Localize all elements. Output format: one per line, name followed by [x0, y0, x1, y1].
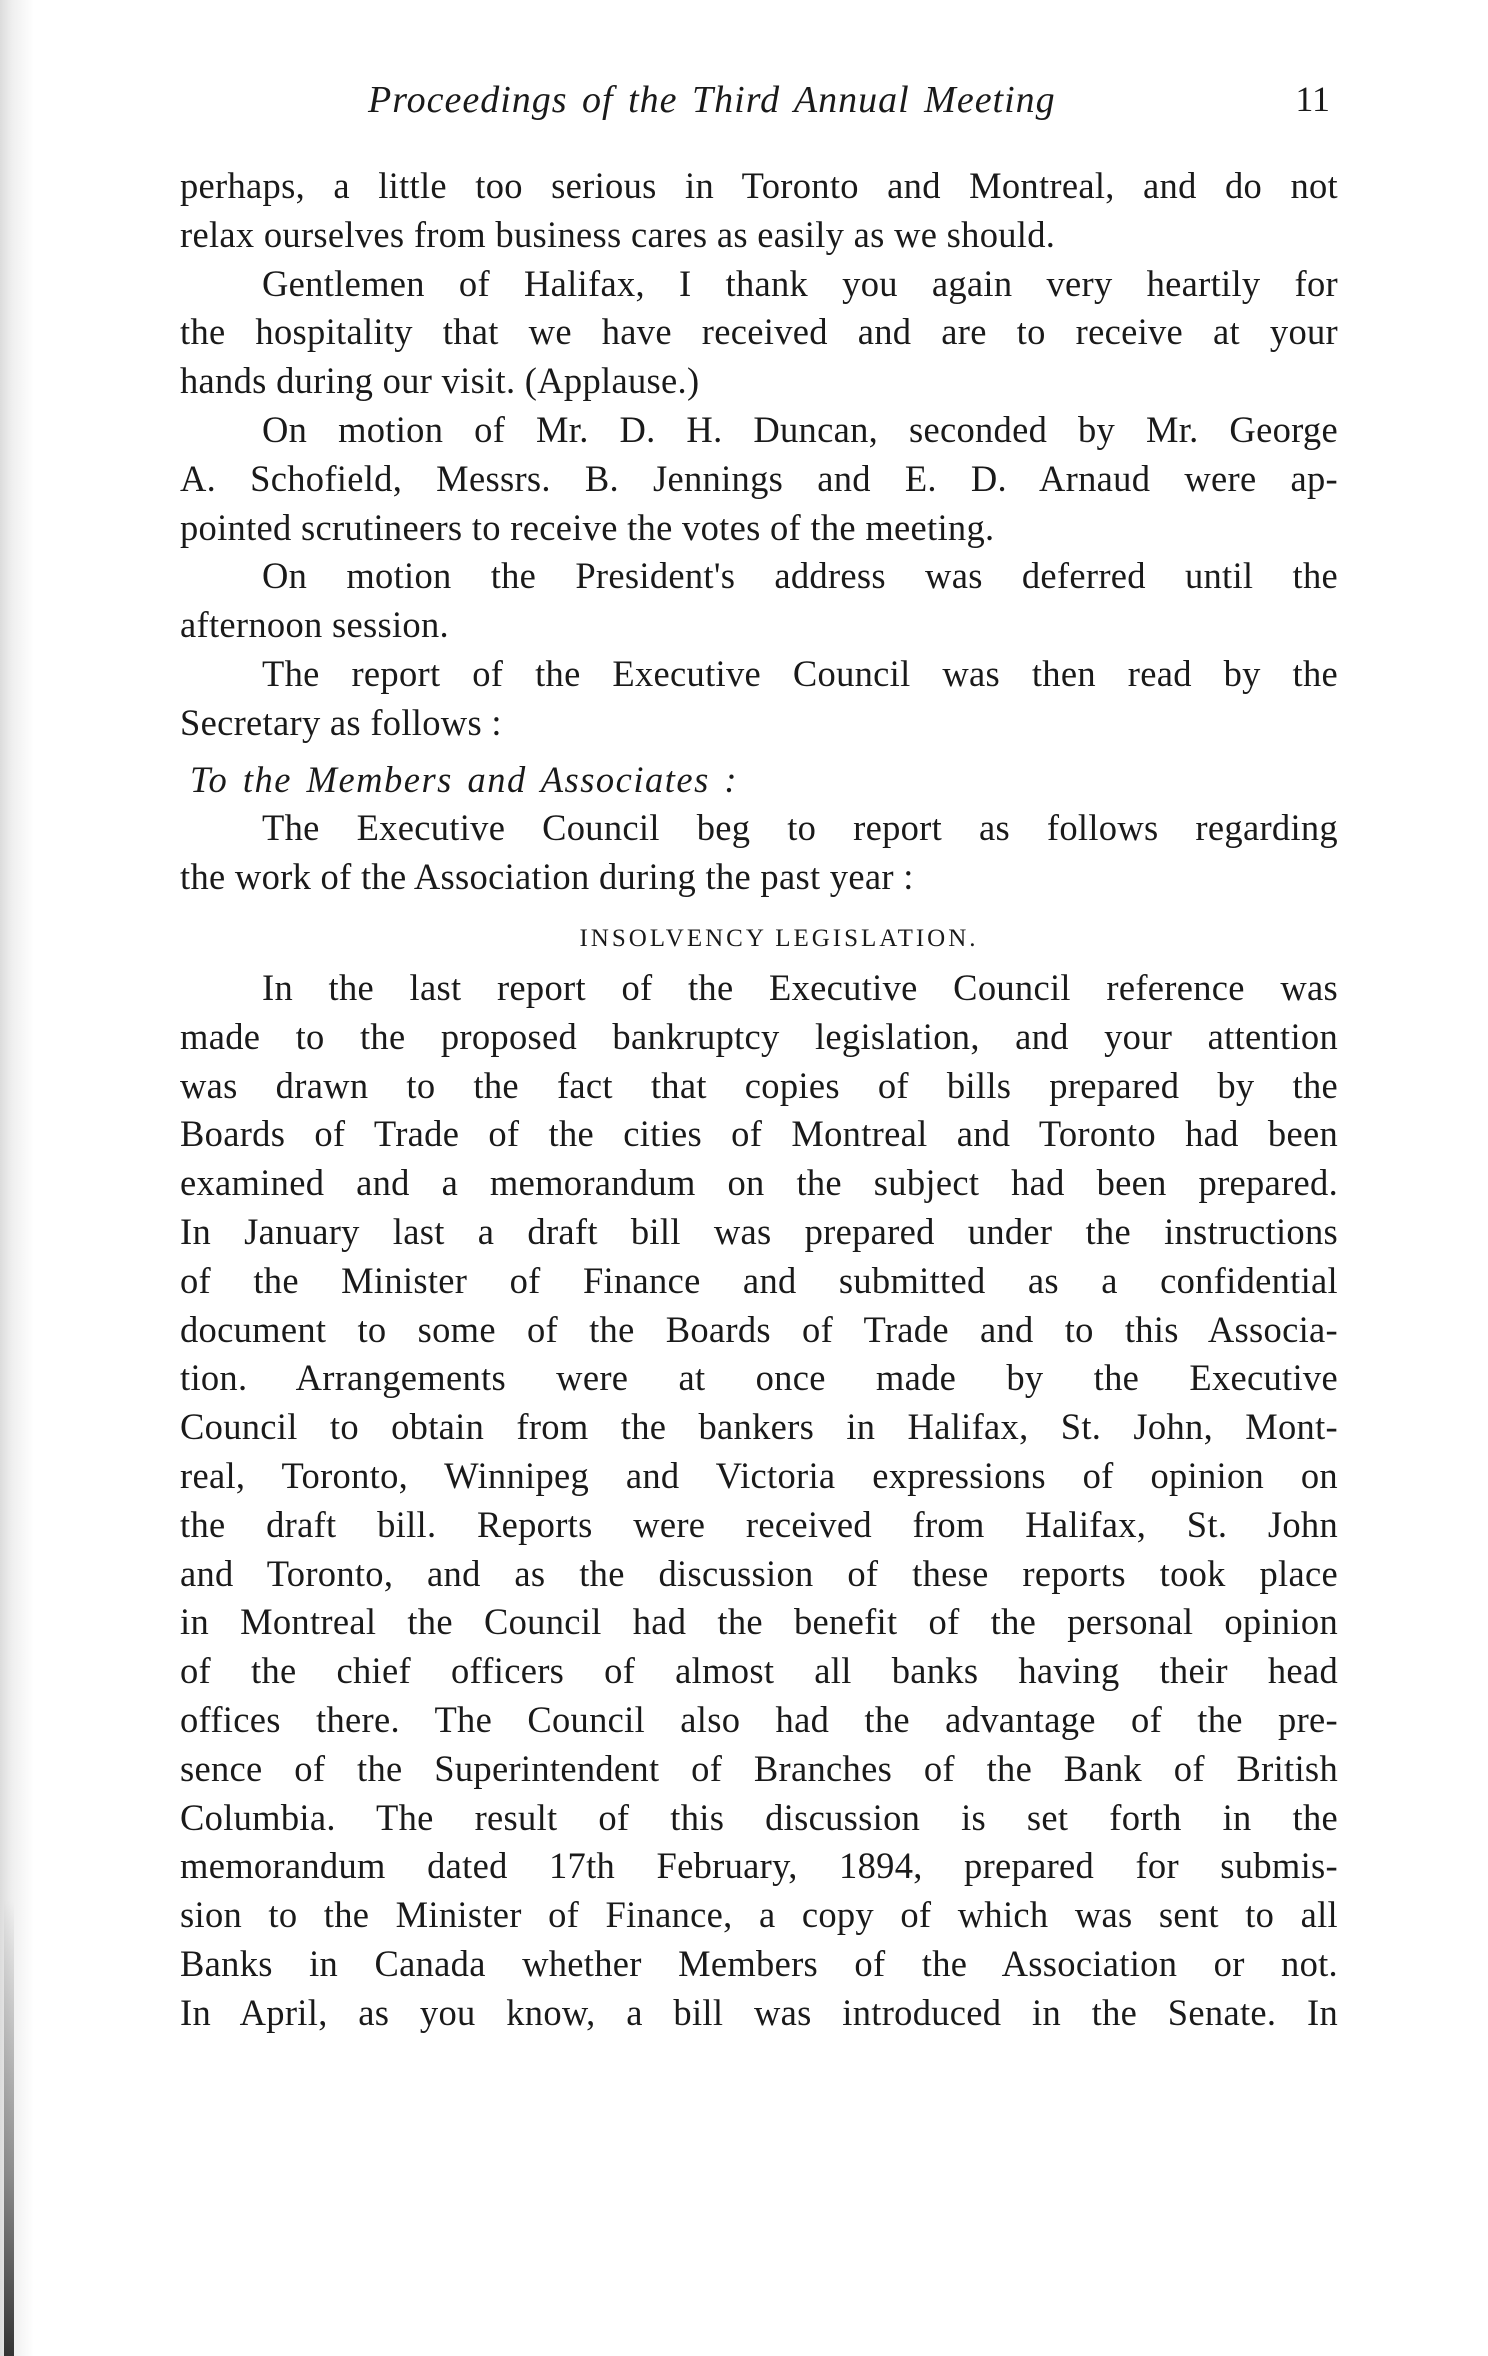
text-line: In the last report of the Executive Council reference was	[262, 966, 1338, 1008]
text-line: relax ourselves from business cares as easily as we should.	[180, 213, 1056, 255]
text-line: Columbia. The result of this discussion is set forth in the	[180, 1796, 1338, 1838]
text-line: Banks in Canada whether Members of the Association or not.	[180, 1942, 1338, 1984]
body-text	[180, 162, 1338, 2037]
text-line: Boards of Trade of the cities of Montreal and Toronto had been	[180, 1113, 1338, 1155]
salutation: To the Members and Associates :	[190, 758, 739, 800]
running-head	[180, 78, 1330, 128]
text-line: document to some of the Boards of Trade and to this Associa-	[180, 1308, 1338, 1350]
text-line: sence of the Superintendent of Branches of the Bank of British	[180, 1747, 1338, 1789]
text-line: made to the proposed bankruptcy legislation, and your attention	[180, 1015, 1338, 1057]
text-line: A. Schofield, Messrs. B. Jennings and E. D. Arnaud were ap-	[180, 457, 1338, 499]
text-line: and Toronto, and as the discussion of these reports took place	[180, 1552, 1338, 1594]
text-line: Gentlemen of Halifax, I thank you again very heartily for	[262, 262, 1338, 304]
running-title: Proceedings of the Third Annual Meeting	[368, 79, 1056, 121]
section-heading: INSOLVENCY LEGISLATION.	[579, 924, 979, 952]
text-line: memorandum dated 17th February, 1894, prepared for submis-	[180, 1845, 1338, 1887]
text-line: Council to obtain from the bankers in Halifax, St. John, Mont-	[180, 1406, 1338, 1448]
text-line: examined and a memorandum on the subject had been prepared.	[180, 1162, 1338, 1204]
page-number: 11	[1295, 79, 1330, 119]
text-line: sion to the Minister of Finance, a copy of which was sent to all	[180, 1894, 1338, 1936]
text-line: On motion the President's address was deferred until the	[262, 555, 1338, 597]
text-line: pointed scrutineers to receive the votes of the meeting.	[180, 506, 995, 548]
text-line: In April, as you know, a bill was introduced in the Senate. In	[180, 1991, 1338, 2033]
text-line: hands during our visit. (Applause.)	[180, 360, 700, 402]
text-line: the hospitality that we have received and are to receive at your	[180, 311, 1338, 353]
binding-edge	[0, 0, 34, 2356]
text-line: The Executive Council beg to report as follows regarding	[262, 807, 1338, 849]
text-line: In January last a draft bill was prepared under the instructions	[180, 1210, 1338, 1252]
text-line: real, Toronto, Winnipeg and Victoria expressions of opinion on	[180, 1454, 1338, 1496]
text-line: offices there. The Council also had the advantage of the pre-	[180, 1698, 1338, 1740]
text-line: of the chief officers of almost all banks having their head	[180, 1650, 1338, 1692]
text-line: the work of the Association during the past year :	[180, 856, 914, 898]
text-line: afternoon session.	[180, 604, 449, 646]
text-line: of the Minister of Finance and submitted as a confidential	[180, 1259, 1338, 1301]
text-line: Secretary as follows :	[180, 701, 502, 743]
text-line: in Montreal the Council had the benefit of the personal opinion	[180, 1601, 1338, 1643]
text-line: The report of the Executive Council was then read by the	[262, 652, 1338, 694]
text-line: was drawn to the fact that copies of bills prepared by the	[180, 1064, 1338, 1106]
text-line: tion. Arrangements were at once made by the Executive	[180, 1357, 1338, 1399]
text-line: On motion of Mr. D. H. Duncan, seconded by Mr. George	[262, 408, 1338, 450]
text-line: perhaps, a little too serious in Toronto and Montreal, and do not	[180, 165, 1338, 206]
text-line: the draft bill. Reports were received from Halifax, St. John	[180, 1503, 1338, 1545]
